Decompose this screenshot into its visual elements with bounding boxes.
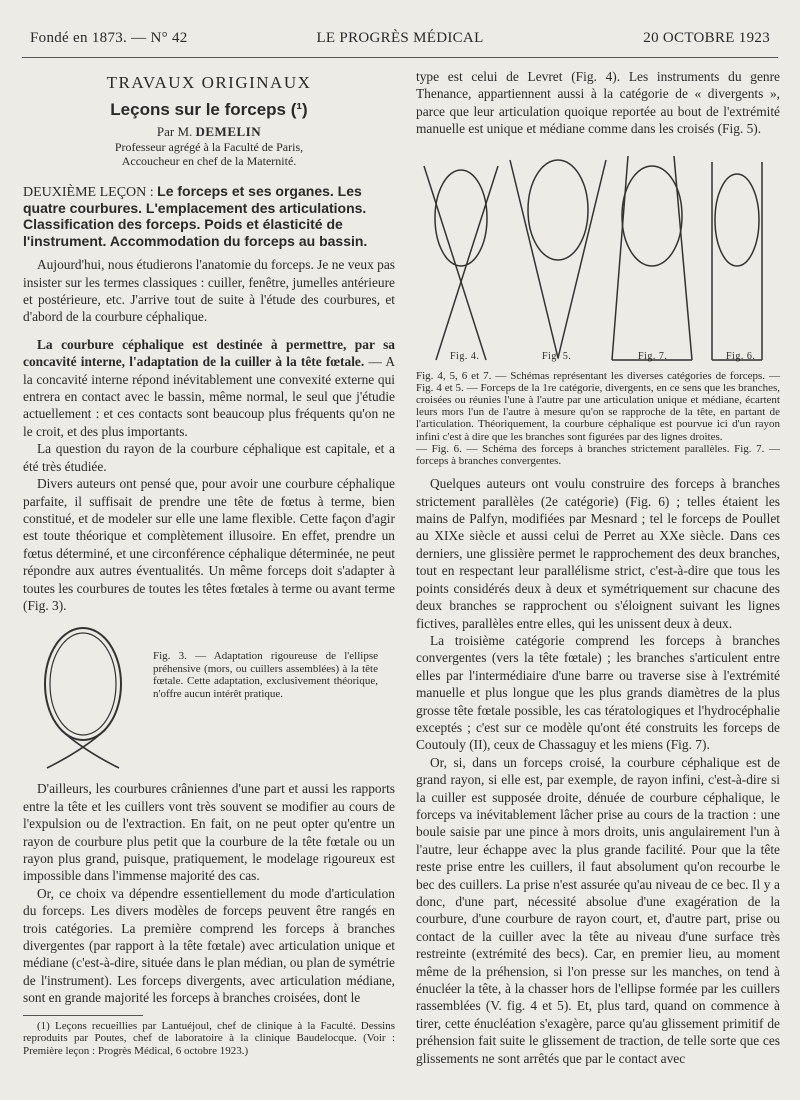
author-affiliation-1: Professeur agrégé à la Faculté de Paris, bbox=[114, 140, 304, 155]
paragraph-5: D'ailleurs, les courbures crâniennes d'une part et aussi les rapports entre la tête et les cuillers vont très souvent se modifier au cours de l'expulsion ou de l'extraction. En fait, on ne peut opter qu'entre un rayon de courbure plus petit que la courbure de la tête fœtale ou un rayon plus grand, puisque, pratiquement, le modelage rigoureux est impossible dans l'immense majorité des cas. bbox=[23, 781, 395, 884]
figures-4-7-drawing bbox=[416, 148, 780, 366]
author-affiliation-2: Accoucheur en chef de la Maternité. bbox=[121, 154, 297, 169]
fig-6-label: Fig. 6. bbox=[726, 350, 756, 362]
paragraph-4: Divers auteurs ont pensé que, pour avoir une courbure céphalique parfaite, il suffisait de prendre une tête de fœtus à terme, bien constitué, et de modeler sur elle une lame flexible. Cette façon d'agir est toute théorique et complètement illusoire. En effet, prendre un fœtus déterminé, et une circonférence céphalique déterminée, ne peut répondre aux autres éventualités. Un même forceps doit s'adapter à toutes les courbures de toutes les têtes fœtales à terme ou avant terme (Fig. 3). bbox=[23, 476, 395, 613]
header-rule bbox=[22, 57, 778, 58]
article-title: Leçons sur le forceps (¹) bbox=[110, 100, 308, 120]
paragraph-2-head: La courbure céphalique est destinée à permettre, par sa concavité interne, l'adaptation de la cuiller à la tête fœtale. bbox=[23, 336, 395, 370]
figures-caption-part-2: — Fig. 6. — Schéma des forceps à branches strictement parallèles. Fig. 7. — forceps à branches convergentes. bbox=[416, 442, 780, 468]
fig-4-label: Fig. 4. bbox=[450, 350, 480, 362]
paragraph-2-body: — A la concavité interne répond inévitablement une convexité externe qui entrera en contact avec le bassin, même normal, le seul que j'étudie actuellement : et ces contacts sont beaucoup plus fréquents qu'on ne le croit, et des plus importants. bbox=[23, 354, 395, 439]
paragraph-6: Or, ce choix va dépendre essentiellement du mode d'articulation du forceps. Les divers modèles de forceps peuvent être rangés en trois catégories. La première comprend les forceps à branches divergentes (par rapport à la tête fœtale) avec articulation unique et médiane (c'est-à-dire, située dans le plan médian, ou plan de symétrie de l'instrument). Les forceps divergents, avec articulation médiane, sont en grande majorité les forceps à branches croisées, dont le bbox=[23, 885, 396, 1006]
right-paragraph-3: La troisième catégorie comprend les forceps à branches convergentes (vers la tête fœtale) ; les branches s'articulent entre elles par l'intermédiaire d'une barre ou traverse sise à l'extrémité manuelle et plus longue que les plus grands diamètres de la plus grosse tête fœtale possible, les cas tératologiques et l'hydrocéphalie exceptés ; c'est sur ce modèle qu'ont été construits les forceps de Coutouly (II), ceux de Chassaguy et les miens (Fig. 7). bbox=[416, 632, 780, 753]
header-date: 20 OCTOBRE 1923 bbox=[643, 30, 770, 46]
lecon-label: DEUXIÈME LEÇON : bbox=[23, 185, 154, 201]
right-paragraph-4: Or, si, dans un forceps croisé, la courbure céphalique est de grand rayon, si elle est, par exemple, de rayon infini, c'est-à-dire si la cuiller est supposée droite, dénuée de courbure céphalique, le forceps va inévitablement lâcher prise au cours de la traction : une boule saisie par une pince à mors droits, unis angulairement l'un à l'autre, leur échappe avec la plus grande facilité. Pour que la tête reste prise entre les cuillers, il faut absolument qu'on recourbe le bec des cuillers. La prise n'est assurée qu'au niveau de ce bec. Il y a donc, d'une part, nécessité absolue d'une exagération de la courbure, d'une courbure de rayon court, et, d'autre part, prise ou contact de la cuiller avec la tête au niveau d'une surface très restreinte (extrémité des becs). Car, en premier lieu, au moment même de la préhension, si l'on presse sur les manches, on tend à énucléer la tête, à la chasser hors de l'ellipse formée par les cuillers rassemblées (V. fig. 4 et 5). Et, plus tard, quand on commence à tirer, cette énucléation s'exagère, parce qu'au glissement primitif de préhension fait suite le glissement de traction, de telle sorte que ces glissements ne sont arrêtés que par le contact avec bbox=[416, 754, 780, 1066]
figures-4-7 bbox=[416, 148, 780, 366]
author-line bbox=[23, 123, 395, 140]
page-header bbox=[30, 30, 770, 50]
figure-3 bbox=[23, 622, 395, 772]
figures-caption-part-1: Fig. 4, 5, 6 et 7. — Schémas représentant les diverses catégories de forceps. — Fig. 4 et 5. — Forceps de la 1re catégorie, divergents, en ce sens que les branches, croisées ou réunies l'une à l'autre par une articulation unique et médiane, écartent leurs mors l'un de l'autre à mesure qu'on se rapproche de la tête, en partant de l'articulation. Théoriquement, la courbure céphalique est pourvue ici d'un rayon infini c'est à dire que les branches sont figurées par des lignes droites. bbox=[416, 369, 780, 443]
right-paragraph-1: type est celui de Levret (Fig. 4). Les instruments du genre Thenance, appartiennent aussi à la catégorie de « divergents », parce que leur articulation quoique reportée au bout de l'extrémité manuelle est unique et médiane comme dans les croisés (Fig. 5). bbox=[416, 69, 780, 137]
fig-5-label: Fig. 5. bbox=[542, 350, 572, 362]
header-journal-title: LE PROGRÈS MÉDICAL bbox=[316, 30, 484, 46]
paragraph-3: La question du rayon de la courbure céphalique est capitale, et a été très étudiée. bbox=[23, 441, 395, 474]
paragraph-2 bbox=[23, 336, 395, 440]
fig-7-label: Fig. 7. bbox=[638, 350, 668, 362]
author-name: DEMELIN bbox=[195, 123, 262, 139]
footnote: (1) Leçons recueillies par Lantuéjoul, chef de clinique à la Faculté. Dessins reproduits par Poutes, chef de laboratoire à la clinique Baudelocque. (Voir : Première leçon : Progrès Médical, 6 octobre 1923.) bbox=[23, 1019, 395, 1057]
figure-3-caption: Fig. 3. — Adaptation rigoureuse de l'ellipse préhensive (mors, ou cuillers assemblées) à la tête fœtale. Cette adaptation, exclusivement théorique, n'offre aucun intérêt pratique. bbox=[153, 650, 378, 700]
author-prefix: Par M. bbox=[156, 123, 193, 139]
header-founding: Fondé en 1873. — N° 42 bbox=[30, 30, 188, 46]
lecon-title: Le forceps et ses organes. Les quatre courbures. L'emplacement des articulations. Classification des forceps. Poids et élasticité de l'instrument. Accommodation du forceps au bassin. bbox=[23, 183, 368, 249]
lecon-heading bbox=[23, 184, 395, 250]
figures-4-7-caption bbox=[416, 370, 780, 468]
right-column bbox=[416, 68, 780, 1067]
figure-3-drawing bbox=[31, 622, 141, 772]
right-paragraph-2: Quelques auteurs ont voulu construire des forceps à branches strictement parallèles (2e catégorie) (Fig. 6) ; telles étaient les mains de Palfyn, modifiées par Mesnard ; tel le forceps de Poullet au XIXe siècle et aussi celui de Perret au XXe siècle. Dans ces derniers, une glissière permet le rapprochement des deux branches, tout en respectant leur parallélisme strict, c'est-à-dire que tous les points considérés deux à deux et symétriquement sur chacune des deux branches se rapprochent ou s'éloignent suivant les lignes fictives, parallèles entre elles, qui les unissent deux à deux. bbox=[416, 476, 780, 631]
footnote-rule bbox=[23, 1015, 143, 1016]
left-column bbox=[23, 68, 395, 1057]
paragraph-1: Aujourd'hui, nous étudierons l'anatomie du forceps. Je ne veux pas insister sur les termes classiques : cuiller, fenêtre, jumelles antérieure et postérieure, etc. J'arrive tout de suite à l'étude des courbures, et d'abord de la courbure céphalique. bbox=[23, 257, 395, 325]
section-title: TRAVAUX ORIGINAUX bbox=[106, 73, 312, 92]
